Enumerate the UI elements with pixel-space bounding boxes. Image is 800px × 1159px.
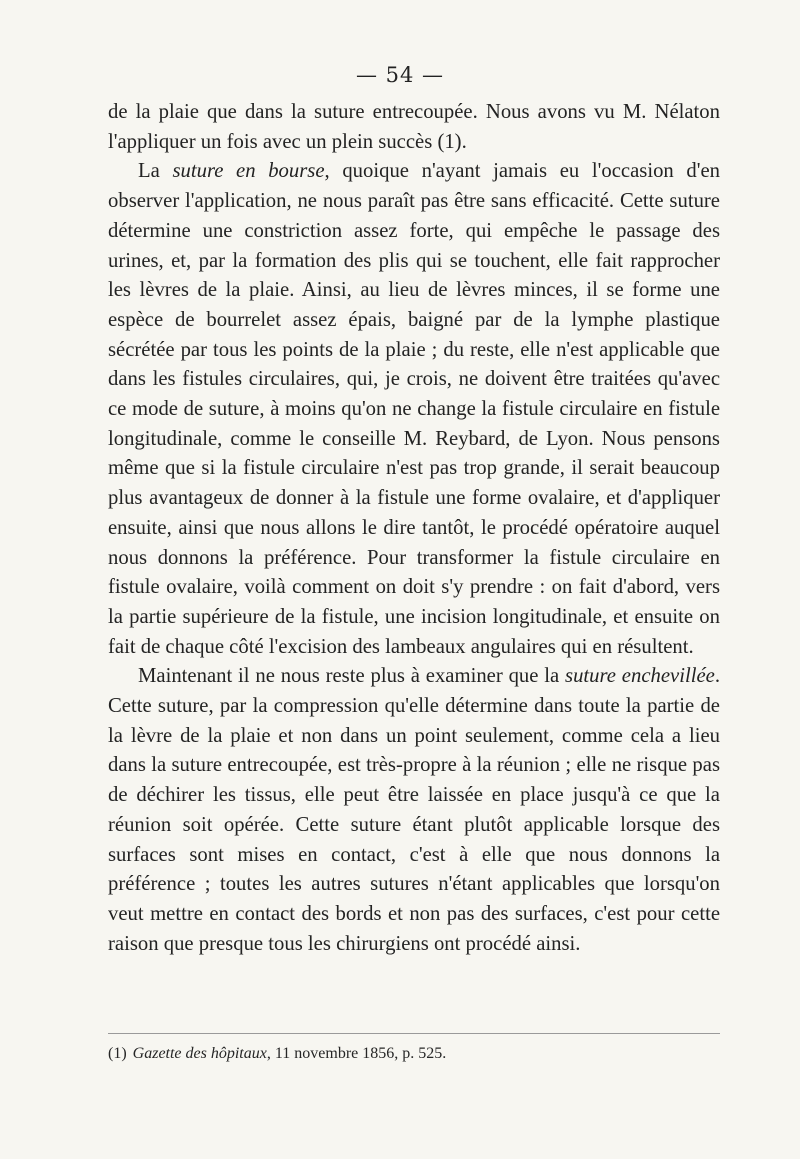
text-run: . Cette suture, par la compression qu'elle détermine dans toute la partie de la lèvre de la plaie et non dans un point seulement, comme cela a lieu dans la suture entrecoupée, est très-propre à la réunion ; elle ne risque pas de déchirer les tissus, elle peut être laissée en place jusqu'à ce que la réunion soit opérée. Cette suture étant plutôt applicable lorsque des surfaces sont mises en contact, c'est à elle que nous donnons la préférence ; toutes les autres sutures n'étant applicables que lorsqu'on veut mettre en contact des bords et non pas des surfaces, c'est pour cette raison que presque tous les chirurgiens ont procédé ainsi. <box>108 665 720 955</box>
footnote-divider <box>108 1033 720 1034</box>
footnote-mark: (1) <box>108 1045 127 1062</box>
text-run: , quoique n'ayant jamais eu l'occasion d'en observer l'application, ne nous paraît pas être sans efficacité. Cette suture détermine une constriction assez forte, qui empêche le passage des urines, et, par la formation des plis qui se touchent, elle fait rapprocher les lèvres de la plaie. Ainsi, au lieu de lèvres minces, il se forme une espèce de bourrelet assez épais, baigné par de la lymphe plastique sécrétée par tous les points de la plaie ; du reste, elle n'est applicable que dans les fistules circulaires, qui, je crois, ne doivent être traitées qu'avec ce mode de suture, à moins qu'on ne change la fistule circulaire en fistule longitudinale, comme le conseille M. Reybard, de Lyon. Nous pensons même que si la fistule circulaire n'est pas trop grande, il serait beaucoup plus avantageux de donner à la fistule une forme ovalaire, et d'appliquer ensuite, ainsi que nous allons le dire tantôt, le procédé opératoire auquel nous donnons la préférence. Pour transformer la fistule circulaire en fistule ovalaire, voilà comment on doit s'y prendre : on fait d'abord, vers la partie supérieure de la fistule, une incision longitudinale, et ensuite on fait de chaque côté l'excision des lambeaux angulaires qui en résultent. <box>108 160 720 658</box>
body-text <box>108 98 720 959</box>
paragraph <box>108 98 720 157</box>
text-run: de la plaie que dans la suture entrecoupée. Nous avons vu M. Nélaton l'appliquer un fois avec un plein succès (1). <box>108 101 720 153</box>
footnote-details: , 11 novembre 1856, p. 525. <box>266 1045 447 1062</box>
footnote <box>108 1044 720 1064</box>
text-run: La <box>138 160 173 183</box>
paragraph <box>108 662 720 959</box>
footnote-source: Gazette des hôpitaux <box>132 1045 267 1062</box>
page-number: — 54 — <box>355 63 445 87</box>
paragraph <box>108 157 720 662</box>
italic-term: suture en bourse <box>172 160 325 183</box>
text-run: Maintenant il ne nous reste plus à examiner que la <box>138 665 566 688</box>
italic-term: suture enchevillée <box>565 665 715 688</box>
